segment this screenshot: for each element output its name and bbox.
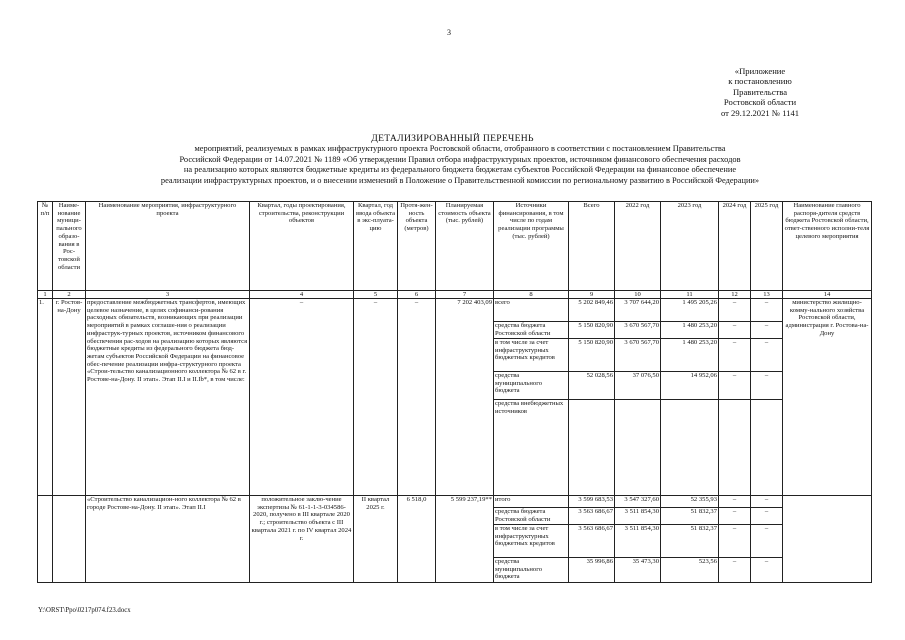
header-cell: Протя-жен-ность объекта (метров) <box>398 202 436 291</box>
header-cell: Квартал, годы проектирования, строительства, реконструкции объектов <box>250 202 354 291</box>
appendix-line: Правительства <box>732 86 788 97</box>
source-label: итого <box>494 496 569 508</box>
total-cell: 3 599 683,53 <box>569 496 615 508</box>
column-number: 3 <box>86 291 250 299</box>
y2022-cell: 3 670 567,70 <box>615 322 661 339</box>
y2022-cell: 3 670 567,70 <box>615 339 661 372</box>
column-number: 7 <box>436 291 494 299</box>
y2023-cell: 51 832,37 <box>661 525 719 558</box>
source-label: средства муниципального бюджета <box>494 372 569 400</box>
column-number: 2 <box>53 291 86 299</box>
source-label: в том числе за счет инфраструктурных бюджетных кредитов <box>494 525 569 558</box>
row-number <box>38 496 53 583</box>
column-number: 10 <box>615 291 661 299</box>
source-label: средства муниципального бюджета <box>494 558 569 583</box>
events-table <box>37 201 872 583</box>
column-number: 14 <box>783 291 872 299</box>
administrator-cell: министерство жилищно-комму-нального хозяйства Ростовской области, администрация г. Ростова-на-Дону <box>783 299 872 496</box>
y2025-cell: – <box>751 339 783 372</box>
y2023-cell: 14 952,06 <box>661 372 719 400</box>
header-cell: № п/п <box>38 202 53 291</box>
y2025-cell <box>751 400 783 496</box>
header-cell: Наименование мероприятия, инфраструктурного проекта <box>86 202 250 291</box>
total-cell: 52 028,56 <box>569 372 615 400</box>
header-cell: Всего <box>569 202 615 291</box>
total-cell: 3 563 686,67 <box>569 525 615 558</box>
total-cell: 5 150 820,90 <box>569 339 615 372</box>
column-number: 6 <box>398 291 436 299</box>
y2022-cell: 35 473,30 <box>615 558 661 583</box>
y2025-cell: – <box>751 525 783 558</box>
commissioning-cell: – <box>354 299 398 496</box>
y2024-cell: – <box>719 496 751 508</box>
header-cell: Квартал, год ввода объекта в экс-плуата-цию <box>354 202 398 291</box>
source-label: всего <box>494 299 569 322</box>
document-subtitle <box>80 144 840 186</box>
header-cell: Источники финансирования, в том числе по годам реализации программы (тыс. рублей) <box>494 202 569 291</box>
length-cell: – <box>398 299 436 496</box>
column-number: 13 <box>751 291 783 299</box>
table-row <box>38 299 872 322</box>
event-name-cell: «Строительство канализацион-ного коллектора № 62 в городе Ростове-на-Дону. II этап». Этап II.I <box>86 496 250 583</box>
y2024-cell <box>719 400 751 496</box>
municipality-cell <box>53 496 86 583</box>
y2024-cell: – <box>719 322 751 339</box>
y2024-cell: – <box>719 299 751 322</box>
y2025-cell: – <box>751 558 783 583</box>
column-number-row <box>38 291 872 299</box>
y2022-cell: 37 076,50 <box>615 372 661 400</box>
y2025-cell: – <box>751 496 783 508</box>
source-label: средства бюджета Ростовской области <box>494 322 569 339</box>
file-path: Y:\ORST\Ppo\0217p074.f23.docx <box>38 607 131 614</box>
header-cell: Наименование главного распоря-дителя средств бюджета Ростовской области, ответ-ственного исполни-теля целевого мероприятия <box>783 202 872 291</box>
cost-cell: 5 599 237,19** <box>436 496 494 583</box>
y2023-cell: 52 355,93 <box>661 496 719 508</box>
y2022-cell: 3 511 854,30 <box>615 525 661 558</box>
source-label: средства внебюджетных источников <box>494 400 569 496</box>
y2023-cell: 523,56 <box>661 558 719 583</box>
appendix-line: к постановлению <box>728 76 792 87</box>
appendix-line: Ростовской области <box>723 97 797 108</box>
page-number: 3 <box>447 28 451 37</box>
y2024-cell: – <box>719 508 751 525</box>
header-cell: Планируемая стоимость объекта (тыс. рублей) <box>436 202 494 291</box>
header-row <box>38 202 872 291</box>
header-cell: 2025 год <box>751 202 783 291</box>
header-cell: 2022 год <box>615 202 661 291</box>
column-number: 5 <box>354 291 398 299</box>
subtitle-line: реализации инфраструктурных проектов, и о внесении изменений в Положение о Правительственной комиссии по региональному развитию в Российской Федерации» <box>160 175 760 185</box>
column-number: 9 <box>569 291 615 299</box>
header-cell: 2023 год <box>661 202 719 291</box>
y2023-cell: 1 480 253,20 <box>661 322 719 339</box>
y2024-cell: – <box>719 339 751 372</box>
y2023-cell <box>661 400 719 496</box>
event-name-cell: предоставление межбюджетных трансфертов, имеющих целевое назначение, в целях софинанси-рования расходных обязательств, возникающих при реализации мероприятий в рамках соглаше-ния о реализации инфраструк-турных проектов, источником финансового обеспечения рас-ходов на реализацию которых являются бюджетные кредиты из федерального бюджета бюд-жетам субъектов Российской Федерации на финансовое обес-печение реализации инфра-структурного проекта «Строи-тельство канализационного коллектора № 62 в г. Ростове-на-Дону. II этап». Этап II.I и II.Ib*, в том числе: <box>86 299 250 496</box>
administrator-cell <box>783 496 872 583</box>
document-title: ДЕТАЛИЗИРОВАННЫЙ ПЕРЕЧЕНЬ <box>371 133 534 144</box>
y2023-cell: 1 495 205,26 <box>661 299 719 322</box>
row-number: 1. <box>38 299 53 496</box>
y2025-cell: – <box>751 322 783 339</box>
length-cell: 6 518,0 <box>398 496 436 583</box>
column-number: 4 <box>250 291 354 299</box>
appendix-line: от 29.12.2021 № 1141 <box>720 107 800 118</box>
y2022-cell: 3 511 854,30 <box>615 508 661 525</box>
commissioning-cell: II квартал 2025 г. <box>354 496 398 583</box>
subtitle-line: мероприятий, реализуемых в рамках инфраструктурного проекта Ростовской области, отобранного в соответствии с постановлением Правительства <box>194 144 726 153</box>
column-number: 1 <box>38 291 53 299</box>
y2025-cell: – <box>751 508 783 525</box>
y2024-cell: – <box>719 372 751 400</box>
appendix-line: «Приложение <box>734 66 786 76</box>
source-label: средства бюджета Ростовской области <box>494 508 569 525</box>
total-cell: 5 150 820,90 <box>569 322 615 339</box>
y2022-cell: 3 707 644,20 <box>615 299 661 322</box>
table-row <box>38 496 872 508</box>
y2023-cell: 51 832,37 <box>661 508 719 525</box>
y2025-cell: – <box>751 372 783 400</box>
subtitle-line: Российской Федерации от 14.07.2021 № 1189 «Об утверждении Правил отбора инфраструктурных проектов, источником финансового обеспечения расходов <box>179 154 741 164</box>
column-number: 11 <box>661 291 719 299</box>
cost-cell: 7 202 403,09 <box>436 299 494 496</box>
y2023-cell: 1 480 253,20 <box>661 339 719 372</box>
y2022-cell: 3 547 327,60 <box>615 496 661 508</box>
total-cell <box>569 400 615 496</box>
municipality-cell: г. Ростов-на-Дону <box>53 299 86 496</box>
total-cell: 5 202 849,46 <box>569 299 615 322</box>
years-cell: – <box>250 299 354 496</box>
subtitle-line: на реализацию которых являются бюджетные кредиты из федерального бюджета бюджетам субъектов Российской Федерации на финансовое обеспечение <box>183 165 737 175</box>
total-cell: 35 996,86 <box>569 558 615 583</box>
y2024-cell: – <box>719 558 751 583</box>
total-cell: 3 563 686,67 <box>569 508 615 525</box>
header-cell: Наиме-нование муници-пального образо-вания в Рос-товской области <box>53 202 86 291</box>
y2022-cell <box>615 400 661 496</box>
source-label: в том числе за счет инфраструктурных бюджетных кредитов <box>494 339 569 372</box>
column-number: 8 <box>494 291 569 299</box>
y2025-cell: – <box>751 299 783 322</box>
y2024-cell: – <box>719 525 751 558</box>
years-cell: положительное заклю-чение экспертизы № 61-1-1-3-034586-2020, получено в III квартале 2020 г.; строительство объекта с III квартала 2021 г. по IV квартал 2024 г. <box>250 496 354 583</box>
header-cell: 2024 год <box>719 202 751 291</box>
column-number: 12 <box>719 291 751 299</box>
appendix-block <box>675 66 845 118</box>
